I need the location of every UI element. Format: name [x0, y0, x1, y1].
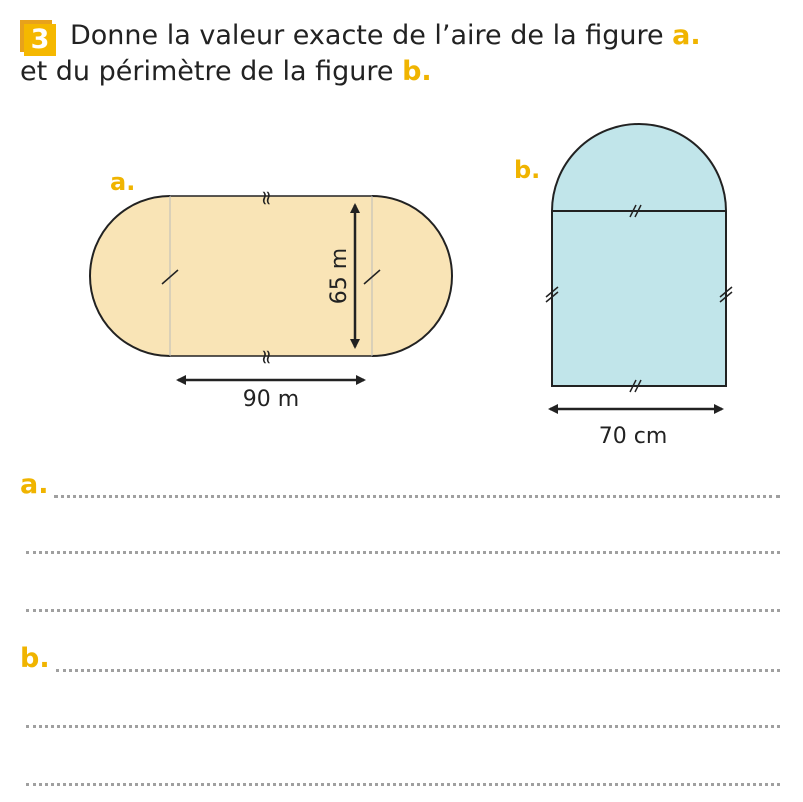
- instruction-text-1: Donne la valeur exacte de l’aire de la figure: [70, 20, 673, 51]
- figure-b-shape: [552, 124, 726, 386]
- instruction-label-a: a.: [672, 20, 701, 51]
- dotted-line: [26, 725, 780, 728]
- dotted-line: [26, 783, 780, 786]
- dotted-line: [26, 609, 780, 612]
- figure-b-width-label: 70 cm: [598, 424, 668, 449]
- answer-line[interactable]: [20, 754, 780, 788]
- answer-line-b[interactable]: [20, 640, 780, 674]
- dotted-line: [26, 551, 780, 554]
- figure-a-bottom-equal-mark: ≈: [255, 348, 279, 366]
- answer-line-letter: a.: [20, 469, 49, 500]
- answer-line[interactable]: [20, 522, 780, 556]
- figure-a-top-equal-mark: ≈: [255, 189, 279, 207]
- answer-line-a[interactable]: [20, 466, 780, 500]
- answer-line[interactable]: [20, 580, 780, 614]
- figure-a-width-label: 90 m: [242, 387, 300, 412]
- figure-a-height-label: 65 m: [327, 247, 352, 305]
- answer-line-letter: b.: [20, 643, 50, 674]
- dotted-line: [56, 669, 780, 672]
- figure-b: [514, 124, 732, 449]
- answer-line[interactable]: [20, 696, 780, 730]
- instruction-label-b: b.: [402, 56, 432, 87]
- figure-a-label: a.: [110, 168, 136, 196]
- exercise-number: 3: [24, 24, 56, 56]
- figure-b-label: b.: [514, 156, 541, 184]
- figure-a: [90, 168, 452, 412]
- instruction-text-2: et du périmètre de la figure: [20, 56, 403, 87]
- figure-a-fill: [90, 196, 452, 356]
- dotted-line: [54, 495, 780, 498]
